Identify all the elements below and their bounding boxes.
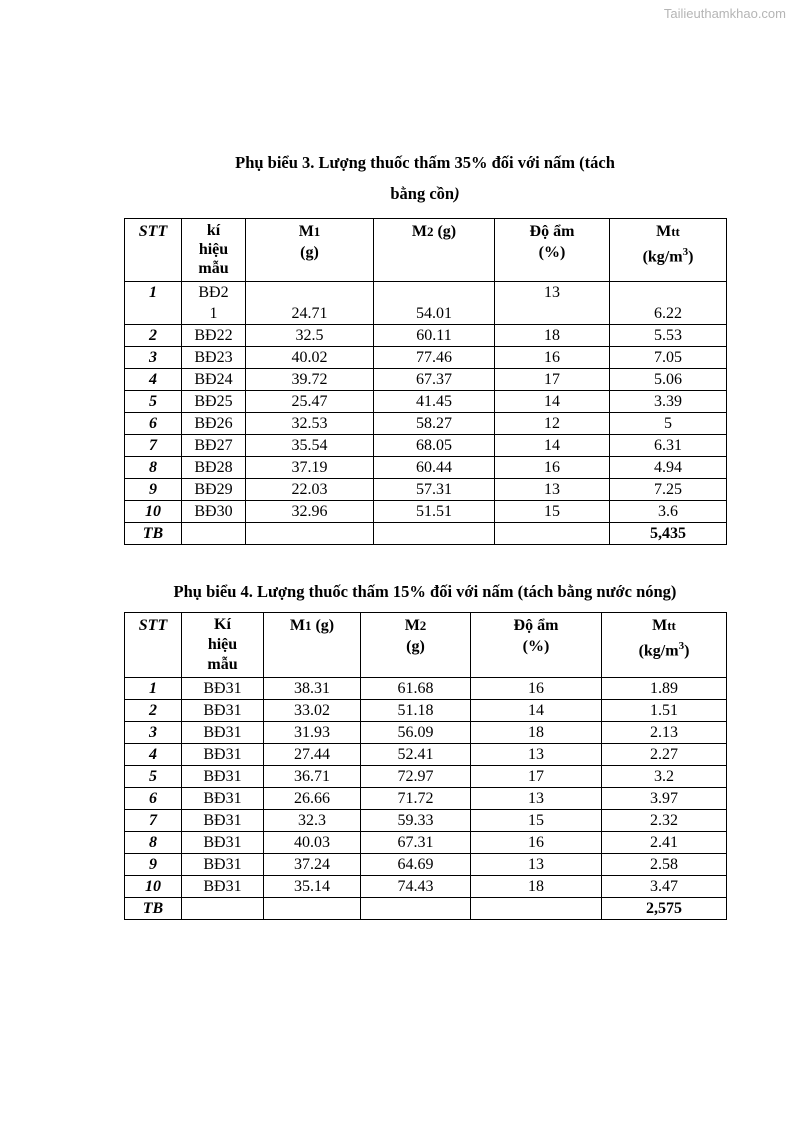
table2-header-row bbox=[125, 613, 727, 678]
table2-header-kihieu-2: hiệu bbox=[207, 636, 238, 653]
table2-total-label: TB bbox=[125, 898, 182, 920]
cell-kihieu: BĐ31 bbox=[182, 766, 264, 788]
cell-m2: 61.68 bbox=[361, 678, 471, 700]
cell-m2: 71.72 bbox=[361, 788, 471, 810]
cell-kihieu: BĐ25 bbox=[182, 391, 246, 413]
table-row bbox=[125, 832, 727, 854]
table1-header-m2 bbox=[374, 219, 495, 282]
cell-stt: 10 bbox=[125, 501, 182, 523]
cell-m2: 60.44 bbox=[374, 457, 495, 479]
table2-header-m1-unit: (g) bbox=[315, 617, 335, 634]
table1-header-m1 bbox=[246, 219, 374, 282]
table-row bbox=[125, 435, 727, 457]
table2-header-m1 bbox=[264, 613, 361, 678]
cell-m1: 32.53 bbox=[246, 413, 374, 435]
cell-kihieu: BĐ31 bbox=[182, 810, 264, 832]
cell-stt: 8 bbox=[125, 457, 182, 479]
cell-mtt: 6.31 bbox=[610, 435, 727, 457]
cell-mtt: 5.53 bbox=[610, 325, 727, 347]
table2-header-mtt-sup: 3 bbox=[678, 640, 685, 652]
cell-stt: 6 bbox=[125, 413, 182, 435]
table1-header-doam bbox=[495, 219, 610, 282]
table2-header-doam-unit: (%) bbox=[522, 638, 550, 655]
table2-header-doam-text: Độ ẩm bbox=[513, 617, 559, 634]
table1-row-1-kihieu-a: BĐ2 bbox=[198, 284, 229, 301]
table2-header-kihieu-3: mẫu bbox=[207, 656, 238, 673]
cell-kihieu: BĐ31 bbox=[182, 832, 264, 854]
cell-m2: 58.27 bbox=[374, 413, 495, 435]
cell-mtt: 2.58 bbox=[602, 854, 727, 876]
cell-stt: 7 bbox=[125, 435, 182, 457]
table2-caption: Phụ biểu 4. Lượng thuốc thấm 15% đối với nấm (tách bằng nước nóng) bbox=[173, 582, 677, 601]
table2-header-mtt-close: ) bbox=[684, 642, 690, 660]
cell-m2: 41.45 bbox=[374, 391, 495, 413]
table1-header-stt-text: STT bbox=[138, 223, 168, 240]
cell-m1: 32.5 bbox=[246, 325, 374, 347]
cell-doam: 14 bbox=[471, 700, 602, 722]
cell-m1: 35.54 bbox=[246, 435, 374, 457]
table2-header-doam bbox=[471, 613, 602, 678]
table1-header-mtt-line bbox=[612, 221, 724, 242]
cell-doam: 14 bbox=[495, 435, 610, 457]
table-row bbox=[125, 722, 727, 744]
table1-row-1-m1: 24.71 bbox=[246, 282, 374, 325]
cell-mtt: 7.05 bbox=[610, 347, 727, 369]
table2-total-row bbox=[125, 898, 727, 920]
cell-m1: 38.31 bbox=[264, 678, 361, 700]
table1-row-1-doam: 13 bbox=[495, 282, 610, 325]
table1-header-m1-text: M bbox=[298, 223, 314, 240]
cell-m2: 51.51 bbox=[374, 501, 495, 523]
cell-mtt: 3.2 bbox=[602, 766, 727, 788]
cell-stt: 6 bbox=[125, 788, 182, 810]
cell-kihieu: BĐ30 bbox=[182, 501, 246, 523]
table1-total-empty-4 bbox=[495, 523, 610, 545]
table2-header-m2-line bbox=[363, 615, 468, 636]
table2-header-stt-text: STT bbox=[138, 617, 168, 634]
table2-header-m1-sub: 1 bbox=[304, 618, 312, 633]
table1-row-1-stt: 1 bbox=[125, 282, 182, 325]
table-row bbox=[125, 369, 727, 391]
cell-doam: 13 bbox=[471, 854, 602, 876]
cell-m1: 27.44 bbox=[264, 744, 361, 766]
cell-doam: 18 bbox=[495, 325, 610, 347]
cell-m2: 68.05 bbox=[374, 435, 495, 457]
cell-m1: 22.03 bbox=[246, 479, 374, 501]
table-row bbox=[125, 700, 727, 722]
table1-header-kihieu-2: hiệu bbox=[198, 241, 229, 258]
cell-doam: 13 bbox=[495, 479, 610, 501]
cell-doam: 15 bbox=[471, 810, 602, 832]
table1-header-m1-line bbox=[248, 221, 371, 242]
table-row bbox=[125, 876, 727, 898]
table1 bbox=[124, 218, 727, 545]
cell-kihieu: BĐ31 bbox=[182, 876, 264, 898]
cell-doam: 15 bbox=[495, 501, 610, 523]
cell-stt: 3 bbox=[125, 347, 182, 369]
table-row bbox=[125, 391, 727, 413]
cell-kihieu: BĐ31 bbox=[182, 788, 264, 810]
cell-stt: 3 bbox=[125, 722, 182, 744]
cell-m1: 32.3 bbox=[264, 810, 361, 832]
cell-kihieu: BĐ29 bbox=[182, 479, 246, 501]
cell-mtt: 3.39 bbox=[610, 391, 727, 413]
table2-header-mtt-sub: tt bbox=[667, 618, 676, 633]
table1-header-mtt-sub: tt bbox=[671, 224, 680, 239]
table1-caption-line1: Phụ biểu 3. Lượng thuốc thấm 35% đối với nấm (tách bbox=[235, 153, 615, 172]
table1-header-mtt-unit: (kg/m bbox=[642, 248, 683, 266]
cell-mtt: 5.06 bbox=[610, 369, 727, 391]
table1-header-m2-unit: (g) bbox=[437, 223, 457, 240]
cell-m1: 40.02 bbox=[246, 347, 374, 369]
cell-m2: 64.69 bbox=[361, 854, 471, 876]
cell-stt: 8 bbox=[125, 832, 182, 854]
cell-mtt: 7.25 bbox=[610, 479, 727, 501]
table1-header-m2-text: M bbox=[411, 223, 427, 240]
cell-kihieu: BĐ31 bbox=[182, 722, 264, 744]
cell-kihieu: BĐ31 bbox=[182, 854, 264, 876]
table1-caption-line2 bbox=[124, 184, 726, 204]
cell-doam: 18 bbox=[471, 722, 602, 744]
table-row bbox=[125, 766, 727, 788]
cell-m1: 25.47 bbox=[246, 391, 374, 413]
cell-m1: 26.66 bbox=[264, 788, 361, 810]
cell-kihieu: BĐ22 bbox=[182, 325, 246, 347]
table1-header-mtt-text: M bbox=[656, 223, 672, 240]
cell-mtt: 4.94 bbox=[610, 457, 727, 479]
watermark-text: Tailieuthamkhao.com bbox=[663, 6, 786, 21]
cell-doam: 18 bbox=[471, 876, 602, 898]
table-row bbox=[125, 788, 727, 810]
table1-total-empty-3 bbox=[374, 523, 495, 545]
table1-header-mtt-close: ) bbox=[688, 248, 694, 266]
table-row bbox=[125, 501, 727, 523]
cell-stt: 9 bbox=[125, 479, 182, 501]
cell-doam: 13 bbox=[471, 788, 602, 810]
table2-header-m2-sub: 2 bbox=[419, 618, 427, 633]
cell-kihieu: BĐ31 bbox=[182, 678, 264, 700]
table2-total-empty-2 bbox=[264, 898, 361, 920]
cell-mtt: 1.51 bbox=[602, 700, 727, 722]
table2-header-m2-unit: (g) bbox=[406, 638, 425, 655]
cell-stt: 2 bbox=[125, 325, 182, 347]
cell-m1: 37.24 bbox=[264, 854, 361, 876]
table-row bbox=[125, 413, 727, 435]
table1-caption bbox=[124, 153, 726, 204]
cell-m1: 39.72 bbox=[246, 369, 374, 391]
table1-header-stt bbox=[125, 219, 182, 282]
table-row bbox=[125, 479, 727, 501]
cell-stt: 4 bbox=[125, 369, 182, 391]
cell-kihieu: BĐ24 bbox=[182, 369, 246, 391]
cell-mtt: 3.6 bbox=[610, 501, 727, 523]
cell-m2: 72.97 bbox=[361, 766, 471, 788]
table1-header-kihieu bbox=[182, 219, 246, 282]
table2-header-kihieu-1: Kí bbox=[214, 616, 231, 633]
table2-header-mtt bbox=[602, 613, 727, 678]
cell-mtt: 1.89 bbox=[602, 678, 727, 700]
cell-kihieu: BĐ31 bbox=[182, 700, 264, 722]
cell-doam: 16 bbox=[471, 832, 602, 854]
table1-header-kihieu-3: mẫu bbox=[198, 260, 229, 277]
cell-mtt: 5 bbox=[610, 413, 727, 435]
cell-doam: 16 bbox=[471, 678, 602, 700]
table-row bbox=[125, 810, 727, 832]
table1-total-row bbox=[125, 523, 727, 545]
table2-header-m2 bbox=[361, 613, 471, 678]
cell-mtt: 2.41 bbox=[602, 832, 727, 854]
cell-m1: 36.71 bbox=[264, 766, 361, 788]
cell-mtt: 2.13 bbox=[602, 722, 727, 744]
table1-total-value: 5,435 bbox=[610, 523, 727, 545]
table2-total-empty-1 bbox=[182, 898, 264, 920]
cell-stt: 5 bbox=[125, 391, 182, 413]
table-row bbox=[125, 854, 727, 876]
table1-row-1-m2: 54.01 bbox=[374, 282, 495, 325]
cell-doam: 14 bbox=[495, 391, 610, 413]
cell-stt: 10 bbox=[125, 876, 182, 898]
cell-m2: 52.41 bbox=[361, 744, 471, 766]
cell-stt: 9 bbox=[125, 854, 182, 876]
table1-header-mtt-unit-line bbox=[612, 242, 724, 267]
cell-stt: 5 bbox=[125, 766, 182, 788]
cell-doam: 12 bbox=[495, 413, 610, 435]
cell-doam: 16 bbox=[495, 457, 610, 479]
table1-row-1-mtt: 6.22 bbox=[610, 282, 727, 325]
cell-m2: 56.09 bbox=[361, 722, 471, 744]
table1-row-1-kihieu bbox=[182, 282, 246, 325]
table2-header-mtt-text: M bbox=[652, 617, 668, 634]
table1-row-1-kihieu-b: 1 bbox=[209, 305, 218, 322]
cell-mtt: 3.97 bbox=[602, 788, 727, 810]
table2-body bbox=[125, 678, 727, 898]
cell-mtt: 2.32 bbox=[602, 810, 727, 832]
cell-mtt: 3.47 bbox=[602, 876, 727, 898]
cell-doam: 17 bbox=[471, 766, 602, 788]
table1-header-row bbox=[125, 219, 727, 282]
table2-total-empty-4 bbox=[471, 898, 602, 920]
cell-m2: 60.11 bbox=[374, 325, 495, 347]
cell-m2: 51.18 bbox=[361, 700, 471, 722]
cell-stt: 1 bbox=[125, 678, 182, 700]
cell-m2: 67.31 bbox=[361, 832, 471, 854]
table2-header-kihieu bbox=[182, 613, 264, 678]
table2-total-empty-3 bbox=[361, 898, 471, 920]
table1-header-mtt bbox=[610, 219, 727, 282]
cell-m1: 33.02 bbox=[264, 700, 361, 722]
cell-m2: 77.46 bbox=[374, 347, 495, 369]
table1-caption-paren: ) bbox=[454, 184, 460, 203]
cell-mtt: 2.27 bbox=[602, 744, 727, 766]
cell-m1: 32.96 bbox=[246, 501, 374, 523]
cell-m2: 59.33 bbox=[361, 810, 471, 832]
cell-doam: 17 bbox=[495, 369, 610, 391]
cell-stt: 7 bbox=[125, 810, 182, 832]
cell-m2: 74.43 bbox=[361, 876, 471, 898]
cell-doam: 13 bbox=[471, 744, 602, 766]
table2-header-mtt-line bbox=[604, 615, 724, 636]
table2-header-mtt-unit: (kg/m bbox=[638, 642, 679, 660]
table1-header-m1-sub: 1 bbox=[313, 224, 321, 239]
table-row bbox=[125, 678, 727, 700]
table-row bbox=[125, 457, 727, 479]
table1-header-kihieu-1: kí bbox=[206, 222, 221, 239]
table-row bbox=[125, 744, 727, 766]
table1-total-empty-2 bbox=[246, 523, 374, 545]
table2-header-m2-text: M bbox=[404, 617, 420, 634]
cell-kihieu: BĐ23 bbox=[182, 347, 246, 369]
cell-kihieu: BĐ26 bbox=[182, 413, 246, 435]
table1-body bbox=[125, 325, 727, 523]
cell-kihieu: BĐ27 bbox=[182, 435, 246, 457]
cell-stt: 4 bbox=[125, 744, 182, 766]
table2-header-stt bbox=[125, 613, 182, 678]
cell-m1: 35.14 bbox=[264, 876, 361, 898]
table1-row-1 bbox=[125, 282, 727, 325]
cell-kihieu: BĐ31 bbox=[182, 744, 264, 766]
cell-stt: 2 bbox=[125, 700, 182, 722]
cell-m2: 57.31 bbox=[374, 479, 495, 501]
cell-m1: 40.03 bbox=[264, 832, 361, 854]
table-row bbox=[125, 347, 727, 369]
cell-m2: 67.37 bbox=[374, 369, 495, 391]
table1-header-m2-sub: 2 bbox=[426, 224, 434, 239]
table2-header-mtt-unit-line bbox=[604, 636, 724, 661]
table-row bbox=[125, 325, 727, 347]
table1-header-m1-unit: (g) bbox=[300, 244, 319, 261]
table1-header-doam-text: Độ ẩm bbox=[529, 223, 575, 240]
table1-total-empty-1 bbox=[182, 523, 246, 545]
cell-kihieu: BĐ28 bbox=[182, 457, 246, 479]
table2-header-m1-text: M bbox=[289, 617, 305, 634]
cell-m1: 31.93 bbox=[264, 722, 361, 744]
table2 bbox=[124, 612, 727, 920]
cell-m1: 37.19 bbox=[246, 457, 374, 479]
table2-total-value: 2,575 bbox=[602, 898, 727, 920]
table1-header-mtt-sup: 3 bbox=[682, 246, 689, 258]
table1-header-doam-unit: (%) bbox=[538, 244, 566, 261]
cell-doam: 16 bbox=[495, 347, 610, 369]
table1-total-label: TB bbox=[125, 523, 182, 545]
table1-caption-line2-text: bằng cồn bbox=[390, 184, 455, 203]
